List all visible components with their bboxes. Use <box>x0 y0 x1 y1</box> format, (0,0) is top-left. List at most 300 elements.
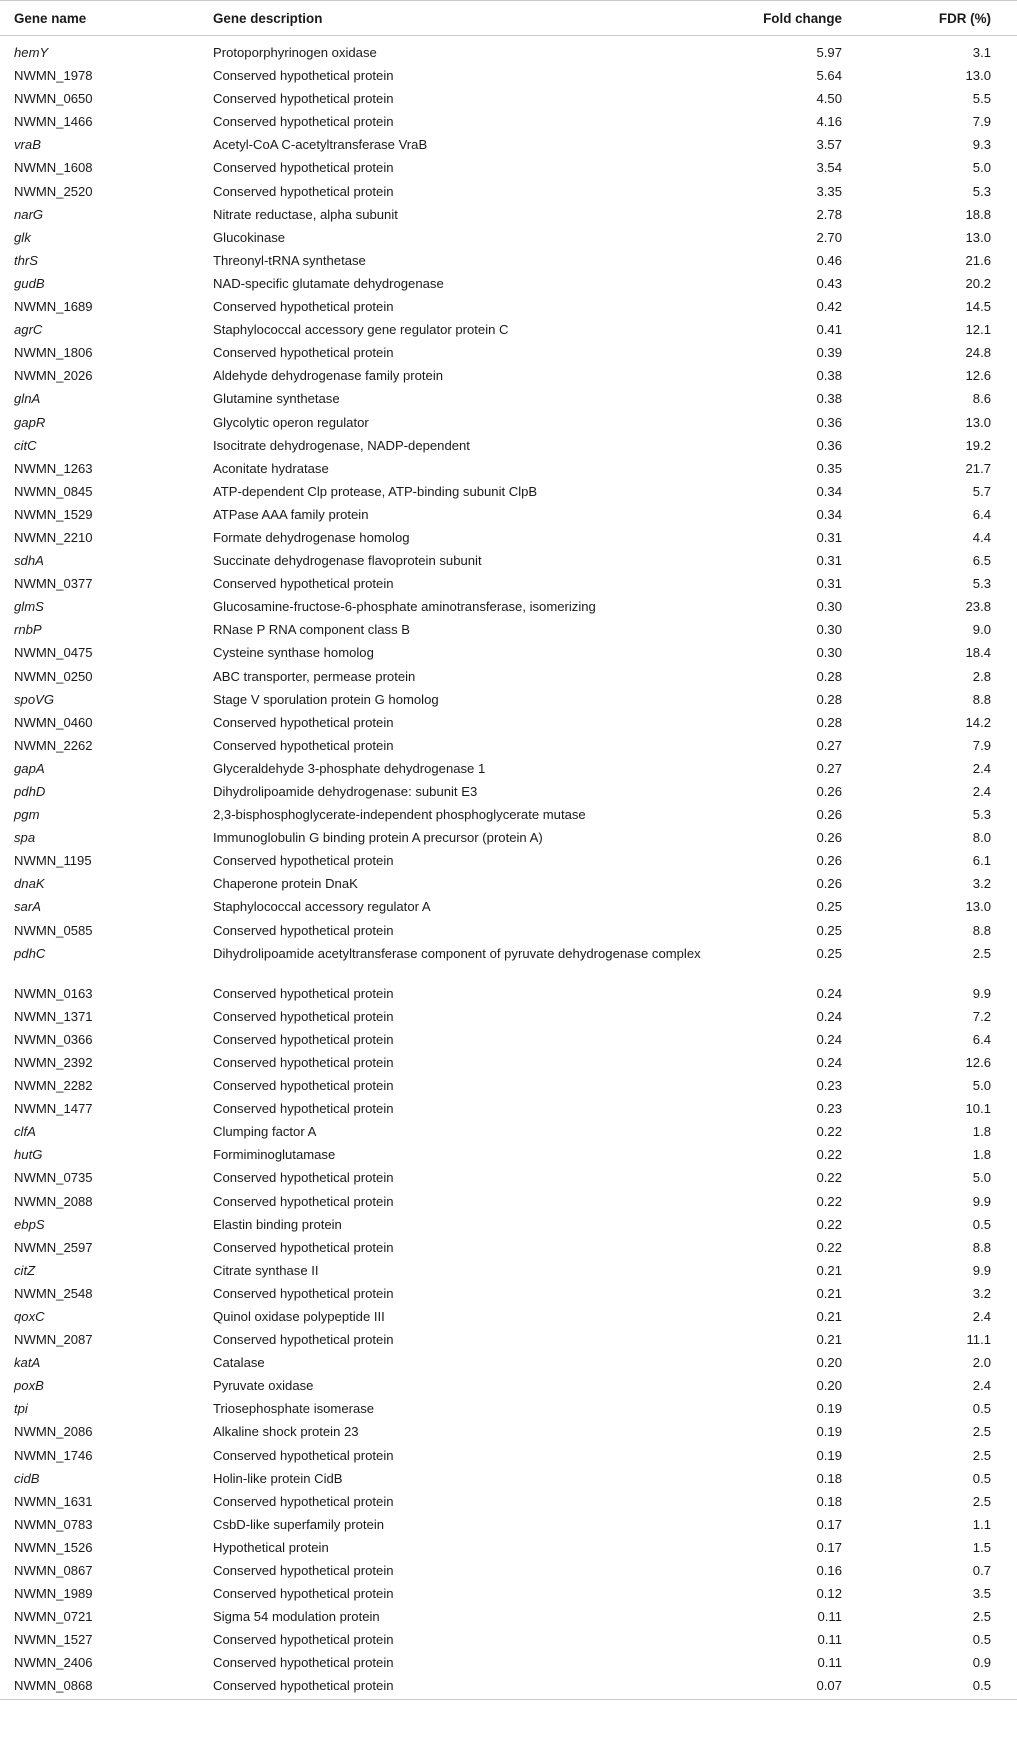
fold-change-cell: 0.30 <box>816 645 842 661</box>
header-row <box>0 1 1017 36</box>
table-row <box>0 758 1017 781</box>
fold-change-cell: 0.42 <box>816 299 842 315</box>
fold-change-cell: 0.36 <box>816 437 842 453</box>
fdr-cell: 8.0 <box>972 830 991 846</box>
fdr-cell: 2.5 <box>972 1493 991 1509</box>
table-row <box>0 1191 1017 1214</box>
gene-description-cell: Conserved hypothetical protein <box>213 1239 394 1255</box>
table-row <box>0 1329 1017 1352</box>
table-row <box>0 250 1017 273</box>
table-row <box>0 1629 1017 1652</box>
fold-change-cell: 0.25 <box>816 922 842 938</box>
gene-name-cell: NWMN_0163 <box>14 985 93 1001</box>
fdr-cell: 3.1 <box>972 45 991 60</box>
gene-description-cell: Conserved hypothetical protein <box>213 853 394 869</box>
gene-description-cell: Conserved hypothetical protein <box>213 985 394 1001</box>
gene-description-cell: Conserved hypothetical protein <box>213 1101 394 1117</box>
fdr-cell: 14.2 <box>965 714 991 730</box>
fold-change-cell: 0.30 <box>816 622 842 638</box>
fold-change-cell: 0.17 <box>816 1539 842 1555</box>
table-row <box>0 65 1017 88</box>
fold-change-cell: 3.57 <box>816 137 842 153</box>
table-row <box>0 1306 1017 1329</box>
fdr-cell: 3.2 <box>972 1285 991 1301</box>
gene-description-cell: Hypothetical protein <box>213 1539 329 1555</box>
fold-change-cell: 0.18 <box>816 1493 842 1509</box>
fdr-cell: 0.5 <box>972 1216 991 1232</box>
gene-description-cell: Formate dehydrogenase homolog <box>213 529 410 545</box>
gene-name-cell: katA <box>14 1355 41 1371</box>
table-row <box>0 157 1017 180</box>
fdr-cell: 12.6 <box>965 1054 991 1070</box>
fold-change-cell: 0.31 <box>816 529 842 545</box>
gene-description-cell: Formiminoglutamase <box>213 1147 336 1163</box>
gene-description-cell: Conserved hypothetical protein <box>213 1655 394 1671</box>
gene-description-cell: NAD-specific glutamate dehydrogenase <box>213 275 444 291</box>
gene-name-cell: NWMN_1746 <box>14 1447 93 1463</box>
fold-change-cell: 0.21 <box>816 1308 842 1324</box>
fold-change-cell: 0.28 <box>816 691 842 707</box>
gene-description-cell: Conserved hypothetical protein <box>213 1632 394 1648</box>
gene-name-cell: pgm <box>14 807 40 823</box>
fold-change-cell: 0.28 <box>816 714 842 730</box>
fdr-cell: 9.9 <box>972 1193 991 1209</box>
gene-description-cell: Conserved hypothetical protein <box>213 1008 394 1024</box>
gene-name-cell: NWMN_2210 <box>14 529 93 545</box>
fdr-cell: 5.0 <box>972 1170 991 1186</box>
fdr-cell: 2.0 <box>972 1355 991 1371</box>
gene-description-cell: Conserved hypothetical protein <box>213 737 394 753</box>
fold-change-cell: 0.36 <box>816 414 842 430</box>
gene-name-cell: NWMN_1806 <box>14 345 93 361</box>
table-row <box>0 1398 1017 1421</box>
fdr-cell: 11.1 <box>966 1332 991 1348</box>
gene-name-cell: NWMN_0735 <box>14 1170 93 1186</box>
gene-description-cell: Succinate dehydrogenase flavoprotein subunit <box>213 553 482 569</box>
fold-change-cell: 0.34 <box>816 483 842 499</box>
fold-change-cell: 0.27 <box>816 760 842 776</box>
table-row <box>0 1375 1017 1398</box>
gene-description-cell: Conserved hypothetical protein <box>213 91 394 107</box>
gene-description-cell: Conserved hypothetical protein <box>213 1493 394 1509</box>
gene-name-cell: NWMN_1263 <box>14 460 93 476</box>
gene-name-cell: dnaK <box>14 876 45 892</box>
fdr-cell: 1.1 <box>972 1516 991 1532</box>
gene-description-cell: Aldehyde dehydrogenase family protein <box>213 368 444 384</box>
fold-change-cell: 0.21 <box>816 1285 842 1301</box>
gene-description-cell: Dihydrolipoamide acetyltransferase component of pyruvate dehydrogenase complex <box>213 945 701 961</box>
fold-change-cell: 0.31 <box>816 553 842 569</box>
fdr-cell: 12.6 <box>965 368 991 384</box>
table-row <box>0 1098 1017 1121</box>
gene-description-cell: Cysteine synthase homolog <box>213 645 374 661</box>
table-row <box>0 296 1017 319</box>
table-row <box>0 365 1017 388</box>
gene-name-cell: NWMN_1477 <box>14 1101 93 1117</box>
fold-change-cell: 0.22 <box>816 1239 842 1255</box>
gene-name-cell: NWMN_1526 <box>14 1539 93 1555</box>
gene-name-cell: NWMN_2406 <box>14 1655 93 1671</box>
gene-name-cell: clfA <box>14 1124 36 1140</box>
gene-name-cell: NWMN_2392 <box>14 1054 93 1070</box>
fdr-cell: 5.5 <box>972 91 991 107</box>
fold-change-cell: 3.54 <box>816 160 842 176</box>
fold-change-cell: 0.22 <box>816 1216 842 1232</box>
gene-name-cell: NWMN_1529 <box>14 506 93 522</box>
gene-description-cell: Catalase <box>213 1355 265 1371</box>
fdr-cell: 5.0 <box>972 160 991 176</box>
gene-name-cell: ebpS <box>14 1216 45 1232</box>
fdr-cell: 2.8 <box>972 668 991 684</box>
table-row <box>0 983 1017 1006</box>
gene-name-cell: NWMN_0783 <box>14 1516 93 1532</box>
fold-change-cell: 0.19 <box>816 1424 842 1440</box>
fdr-cell: 13.0 <box>965 899 991 915</box>
gene-name-cell: NWMN_0650 <box>14 91 93 107</box>
table-row <box>0 850 1017 873</box>
gene-description-cell: Conserved hypothetical protein <box>213 1332 394 1348</box>
gene-description-cell: Stage V sporulation protein G homolog <box>213 691 439 707</box>
gene-description-cell: ATP-dependent Clp protease, ATP-binding subunit ClpB <box>213 483 538 499</box>
gene-name-cell: pdhC <box>14 945 46 961</box>
fold-change-cell: 0.11 <box>817 1609 842 1625</box>
fold-change-cell: 0.31 <box>816 576 842 592</box>
gene-name-cell: NWMN_0845 <box>14 483 93 499</box>
fdr-cell: 0.9 <box>972 1655 991 1671</box>
gene-name-cell: spoVG <box>14 691 55 707</box>
fdr-cell: 23.8 <box>965 599 991 615</box>
fold-change-cell: 0.25 <box>816 899 842 915</box>
table-row <box>0 1075 1017 1098</box>
gene-name-cell: NWMN_2520 <box>14 183 93 199</box>
table-row <box>0 573 1017 596</box>
gene-description-cell: Clumping factor A <box>213 1124 317 1140</box>
fdr-cell: 4.4 <box>972 529 991 545</box>
table-row <box>0 319 1017 342</box>
fdr-cell: 9.9 <box>972 985 991 1001</box>
gene-description-cell: Conserved hypothetical protein <box>213 1675 710 1699</box>
table-row <box>0 896 1017 919</box>
table-row <box>0 1468 1017 1491</box>
gene-name-cell: NWMN_1689 <box>14 299 93 315</box>
gene-description-cell: Conserved hypothetical protein <box>213 160 394 176</box>
table-row <box>0 1352 1017 1375</box>
fdr-cell: 3.5 <box>972 1586 991 1602</box>
fdr-cell: 9.3 <box>972 137 991 153</box>
gene-description-cell: Conserved hypothetical protein <box>213 114 394 130</box>
fold-change-cell: 0.12 <box>816 1586 842 1602</box>
fdr-cell: 14.5 <box>965 299 991 315</box>
gene-name-cell: NWMN_1989 <box>14 1586 93 1602</box>
gene-description-cell: Conserved hypothetical protein <box>213 1078 394 1094</box>
table-row <box>0 781 1017 804</box>
gene-name-cell: glk <box>14 229 31 245</box>
fdr-cell: 0.5 <box>972 1401 991 1417</box>
fdr-cell: 13.0 <box>965 229 991 245</box>
gene-name-cell: NWMN_2597 <box>14 1239 93 1255</box>
fold-change-cell: 5.64 <box>816 68 842 84</box>
gene-name-cell: NWMN_0585 <box>14 922 93 938</box>
gene-description-cell: Acetyl-CoA C-acetyltransferase VraB <box>213 137 428 153</box>
fold-change-cell: 0.18 <box>816 1470 842 1486</box>
gene-description-cell: Staphylococcal accessory regulator A <box>213 899 431 915</box>
fdr-cell: 0.5 <box>972 1470 991 1486</box>
table-row <box>0 873 1017 896</box>
fdr-cell: 7.9 <box>972 114 991 130</box>
fdr-cell: 1.5 <box>972 1539 991 1555</box>
fold-change-cell: 4.50 <box>816 91 842 107</box>
fold-change-cell: 4.16 <box>816 114 842 130</box>
gene-description-cell: Isocitrate dehydrogenase, NADP-dependent <box>213 437 470 453</box>
gene-description-cell: Holin-like protein CidB <box>213 1470 343 1486</box>
gene-description-cell: Dihydrolipoamide dehydrogenase: subunit E3 <box>213 784 478 799</box>
table-row <box>0 689 1017 712</box>
gene-description-cell: 2,3-bisphosphoglycerate-independent phosphoglycerate mutase <box>213 807 586 823</box>
table-row <box>0 642 1017 665</box>
fold-change-cell: 0.16 <box>816 1563 842 1578</box>
gene-name-cell: gudB <box>14 275 45 291</box>
fdr-cell: 6.1 <box>972 853 991 869</box>
fdr-cell: 13.0 <box>965 68 991 84</box>
gene-description-cell: Citrate synthase II <box>213 1262 319 1278</box>
table-row <box>0 412 1017 435</box>
fdr-cell: 2.4 <box>972 1308 991 1324</box>
gene-name-cell: gapR <box>14 414 46 430</box>
gene-description-cell: ATPase AAA family protein <box>213 506 369 522</box>
gene-description-cell: Immunoglobulin G binding protein A precursor (protein A) <box>213 830 543 846</box>
fold-change-cell: 0.23 <box>816 1078 842 1094</box>
gene-name-cell: glmS <box>14 599 44 615</box>
table-row <box>0 712 1017 735</box>
fold-change-cell: 0.19 <box>816 1447 842 1463</box>
gene-name-cell: NWMN_2088 <box>14 1193 93 1209</box>
gene-name-cell: NWMN_1195 <box>14 853 92 869</box>
fold-change-cell: 0.26 <box>816 830 842 846</box>
fdr-cell: 3.2 <box>972 876 991 892</box>
gene-description-cell: Conserved hypothetical protein <box>213 68 394 84</box>
fold-change-cell: 0.26 <box>816 853 842 869</box>
table-row <box>0 1491 1017 1514</box>
gene-description-cell: Glyceraldehyde 3-phosphate dehydrogenase 1 <box>213 760 486 776</box>
fdr-cell: 2.4 <box>972 760 991 776</box>
fdr-cell: 0.5 <box>873 1675 1017 1699</box>
table-row <box>0 1445 1017 1468</box>
fdr-cell: 5.7 <box>972 483 991 499</box>
gene-name-cell: NWMN_0377 <box>14 576 93 592</box>
table-row <box>0 111 1017 134</box>
table-row <box>0 1421 1017 1444</box>
fold-change-cell: 0.38 <box>816 391 842 407</box>
gene-description-cell: Conserved hypothetical protein <box>213 1563 394 1578</box>
gene-name-cell: glnA <box>14 391 41 407</box>
fold-change-cell: 0.21 <box>816 1262 842 1278</box>
gene-description-cell: ABC transporter, permease protein <box>213 668 416 684</box>
gene-name-cell: NWMN_1371 <box>14 1008 93 1024</box>
gene-description-cell: Conserved hypothetical protein <box>213 1031 394 1047</box>
gene-description-cell: Triosephosphate isomerase <box>213 1401 375 1417</box>
fdr-cell: 18.4 <box>965 645 991 661</box>
gene-name-cell: NWMN_1631 <box>14 1493 93 1509</box>
table-row <box>0 550 1017 573</box>
table-row <box>0 481 1017 504</box>
table-row <box>0 435 1017 458</box>
gene-name-cell: tpi <box>14 1401 28 1417</box>
fold-change-cell: 0.22 <box>816 1170 842 1186</box>
gene-description-cell: Conserved hypothetical protein <box>213 1054 394 1070</box>
fdr-cell: 2.4 <box>972 784 991 799</box>
gene-name-cell: NWMN_2262 <box>14 737 93 753</box>
fdr-cell: 6.5 <box>972 553 991 569</box>
fdr-cell: 2.4 <box>972 1378 991 1394</box>
fdr-cell: 18.8 <box>965 206 991 222</box>
table-body <box>0 36 1017 1700</box>
table-row <box>0 619 1017 642</box>
gene-name-cell: citC <box>14 437 37 453</box>
gene-description-cell: Pyruvate oxidase <box>213 1378 314 1394</box>
gene-name-cell: qoxC <box>14 1308 45 1324</box>
fold-change-cell: 0.25 <box>816 945 842 961</box>
fold-change-cell: 2.70 <box>816 229 842 245</box>
table-row <box>0 1029 1017 1052</box>
gene-description-cell: Conserved hypothetical protein <box>213 1170 394 1186</box>
table-row <box>0 527 1017 550</box>
fdr-cell: 5.3 <box>972 183 991 199</box>
fold-change-cell: 5.97 <box>816 45 842 60</box>
table-row <box>0 42 1017 65</box>
table-row <box>0 204 1017 227</box>
gene-name-cell: pdhD <box>14 784 46 799</box>
fold-change-cell: 0.24 <box>816 1054 842 1070</box>
fold-change-cell: 0.46 <box>816 252 842 268</box>
fdr-cell: 7.9 <box>972 737 991 753</box>
table-row <box>0 1652 1017 1675</box>
header-fdr: FDR (%) <box>873 1 1017 36</box>
gene-description-cell: Sigma 54 modulation protein <box>213 1609 380 1625</box>
table-row <box>0 88 1017 111</box>
table-row <box>0 458 1017 481</box>
fold-change-cell: 0.22 <box>816 1147 842 1163</box>
fold-change-cell: 0.34 <box>816 506 842 522</box>
table-row <box>0 1214 1017 1237</box>
gene-name-cell: NWMN_1978 <box>14 68 93 84</box>
table-row <box>0 273 1017 296</box>
gene-name-cell: NWMN_0721 <box>14 1609 93 1625</box>
gene-name-cell: thrS <box>14 252 39 268</box>
table-row <box>0 388 1017 411</box>
fold-change-cell: 0.17 <box>816 1516 842 1532</box>
gene-description-cell: Aconitate hydratase <box>213 460 329 476</box>
fold-change-cell: 0.24 <box>816 985 842 1001</box>
gene-description-cell: Protoporphyrinogen oxidase <box>213 45 377 60</box>
fdr-cell: 10.1 <box>965 1101 991 1117</box>
gene-name-cell: NWMN_0867 <box>14 1563 93 1578</box>
gene-name-cell: vraB <box>14 137 41 153</box>
table-row <box>0 1052 1017 1075</box>
fold-change-cell: 0.28 <box>816 668 842 684</box>
gene-name-cell: NWMN_1527 <box>14 1632 93 1648</box>
fdr-cell: 21.7 <box>965 460 991 476</box>
gene-name-cell: NWMN_2282 <box>14 1078 93 1094</box>
fold-change-cell: 0.38 <box>816 368 842 384</box>
table-row <box>0 1537 1017 1560</box>
fold-change-cell: 0.23 <box>816 1101 842 1117</box>
table-row <box>0 1167 1017 1190</box>
fold-change-cell: 0.24 <box>816 1031 842 1047</box>
table-row <box>0 1606 1017 1629</box>
header-gene-description: Gene description <box>213 1 710 36</box>
fold-change-cell: 0.22 <box>816 1124 842 1140</box>
gene-name-cell: hemY <box>14 45 49 60</box>
gene-name-cell: NWMN_2026 <box>14 368 93 384</box>
gene-name-cell: NWMN_0475 <box>14 645 93 661</box>
gene-name-cell: NWMN_2548 <box>14 1285 93 1301</box>
gene-name-cell: hutG <box>14 1147 43 1163</box>
fold-change-cell: 0.26 <box>816 807 842 823</box>
header-gene-name: Gene name <box>0 1 213 36</box>
table-row <box>0 1560 1017 1583</box>
fdr-cell: 0.5 <box>972 1632 991 1648</box>
fdr-cell: 13.0 <box>965 414 991 430</box>
fdr-cell: 2.5 <box>972 1424 991 1440</box>
fdr-cell: 2.5 <box>972 1447 991 1463</box>
fdr-cell: 8.8 <box>972 922 991 938</box>
fold-change-cell: 0.11 <box>817 1655 842 1671</box>
gene-description-cell: Conserved hypothetical protein <box>213 183 394 199</box>
fold-change-cell: 0.43 <box>816 275 842 291</box>
gene-description-cell: Elastin binding protein <box>213 1216 342 1232</box>
table-row <box>0 1583 1017 1606</box>
fold-change-cell: 0.22 <box>816 1193 842 1209</box>
gene-name-cell: agrC <box>14 322 43 338</box>
gene-name-cell: spa <box>14 830 36 846</box>
fold-change-cell: 0.07 <box>710 1675 873 1699</box>
fold-change-cell: 0.21 <box>816 1332 842 1348</box>
gene-description-cell: Chaperone protein DnaK <box>213 876 358 892</box>
fdr-cell: 19.2 <box>965 437 991 453</box>
gene-description-cell: Nitrate reductase, alpha subunit <box>213 206 398 222</box>
gene-name-cell: NWMN_2087 <box>14 1332 93 1348</box>
fdr-cell: 5.0 <box>972 1078 991 1094</box>
table-header <box>0 1 1017 36</box>
fdr-cell: 21.6 <box>965 252 991 268</box>
gene-description-cell: Conserved hypothetical protein <box>213 1193 394 1209</box>
fdr-cell: 6.4 <box>972 506 991 522</box>
gene-description-cell: Threonyl-tRNA synthetase <box>213 252 366 268</box>
fold-change-cell: 0.19 <box>816 1401 842 1417</box>
fold-change-cell: 0.24 <box>816 1008 842 1024</box>
table-row <box>0 920 1017 943</box>
gene-name-cell: NWMN_2086 <box>14 1424 93 1440</box>
gene-description-cell: Conserved hypothetical protein <box>213 714 394 730</box>
fdr-cell: 8.8 <box>972 691 991 707</box>
fdr-cell: 9.9 <box>972 1262 991 1278</box>
fold-change-cell: 0.39 <box>816 345 842 361</box>
fdr-cell: 8.6 <box>972 391 991 407</box>
table-row <box>0 1237 1017 1260</box>
gene-name-cell: NWMN_1608 <box>14 160 93 176</box>
gene-name-cell: NWMN_0868 <box>0 1675 213 1699</box>
gene-description-cell: Conserved hypothetical protein <box>213 1447 394 1463</box>
fdr-cell: 5.3 <box>972 807 991 823</box>
gene-name-cell: rnbP <box>14 622 42 638</box>
fold-change-cell: 2.78 <box>816 206 842 222</box>
gene-description-cell: Quinol oxidase polypeptide III <box>213 1308 385 1324</box>
fold-change-cell: 0.26 <box>816 876 842 892</box>
gene-description-cell: Conserved hypothetical protein <box>213 1586 394 1602</box>
gene-description-cell: Conserved hypothetical protein <box>213 576 394 592</box>
gene-name-cell: NWMN_0366 <box>14 1031 93 1047</box>
gene-description-cell: Glutamine synthetase <box>213 391 340 407</box>
